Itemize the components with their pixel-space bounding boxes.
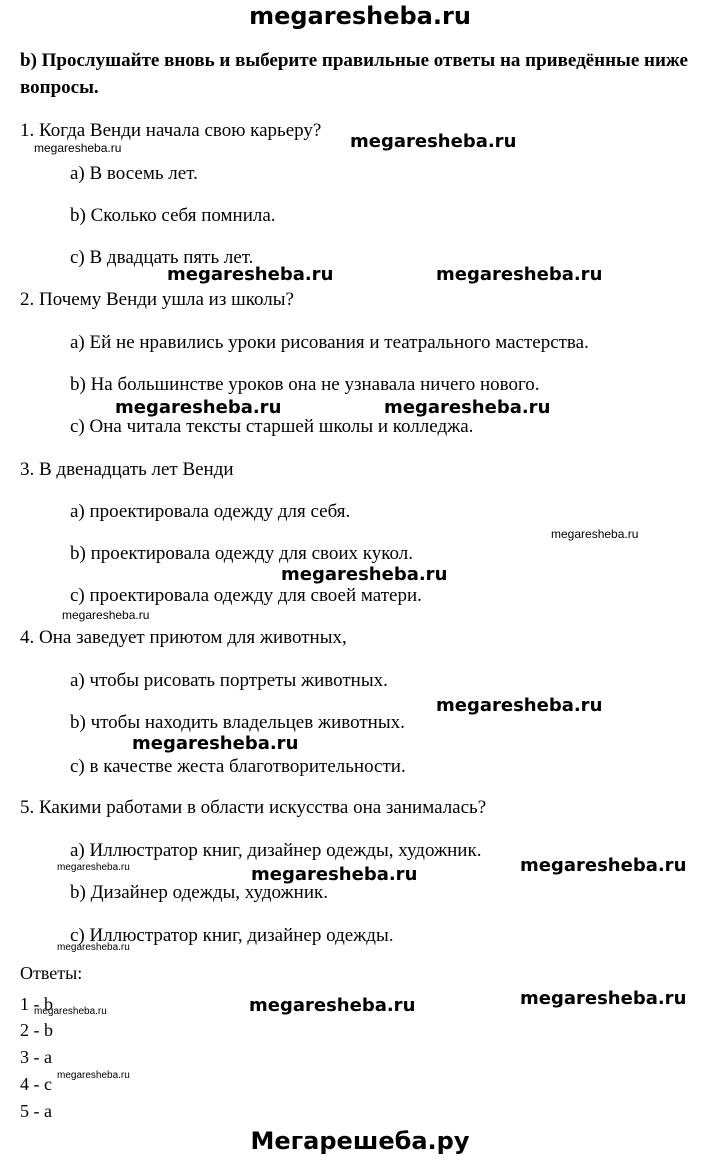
question-4-option-b: b) чтобы находить владельцев животных. <box>70 712 405 733</box>
question-4-option-a: a) чтобы рисовать портреты животных. <box>70 670 388 691</box>
watermark: megaresheba.ru <box>34 1006 107 1017</box>
answer-1: 1 - b <box>20 994 53 1014</box>
question-2-option-b: b) На большинстве уроков она не узнавала ничего нового. <box>70 374 540 395</box>
watermark: megaresheba.ru <box>281 564 448 585</box>
question-1-option-a: a) В восемь лет. <box>70 163 198 184</box>
answers-title: Ответы: <box>20 963 83 983</box>
site-footer: Мегарешеба.ру <box>250 1127 470 1155</box>
watermark: megaresheba.ru <box>57 862 130 873</box>
watermark: megaresheba.ru <box>384 397 551 418</box>
watermark: megaresheba.ru <box>520 988 687 1009</box>
question-1-option-b: b) Сколько себя помнила. <box>70 205 276 226</box>
watermark: megaresheba.ru <box>57 942 130 953</box>
answer-2: 2 - b <box>20 1020 53 1040</box>
question-4: 4. Она заведует приютом для животных, <box>20 627 347 648</box>
question-5-option-c: c) Иллюстратор книг, дизайнер одежды. <box>70 925 394 946</box>
question-2: 2. Почему Венди ушла из школы? <box>20 289 294 310</box>
question-5: 5. Какими работами в области искусства она занималась? <box>20 797 487 818</box>
question-3: 3. В двенадцать лет Венди <box>20 459 234 480</box>
watermark: megaresheba.ru <box>57 1070 130 1081</box>
question-3-option-c: c) проектировала одежду для своей матери. <box>70 585 422 606</box>
question-1-option-c: c) В двадцать пять лет. <box>70 247 254 268</box>
watermark: megaresheba.ru <box>115 397 282 418</box>
question-2-option-a: a) Ей не нравились уроки рисования и театрального мастерства. <box>70 332 589 353</box>
watermark: megaresheba.ru <box>62 608 150 622</box>
question-5-option-b: b) Дизайнер одежды, художник. <box>70 882 328 903</box>
answer-3: 3 - a <box>20 1047 52 1067</box>
task-instruction: b) Прослушайте вновь и выберите правильные ответы на приведённые ниже вопросы. <box>20 50 688 98</box>
watermark: megaresheba.ru <box>520 855 687 876</box>
watermark: megaresheba.ru <box>436 695 603 716</box>
watermark: megaresheba.ru <box>350 131 517 152</box>
watermark: megaresheba.ru <box>551 527 639 541</box>
question-1: 1. Когда Венди начала свою карьеру? <box>20 120 322 141</box>
site-header: megaresheba.ru <box>249 2 471 30</box>
question-3-option-a: a) проектировала одежду для себя. <box>70 501 351 522</box>
answer-4: 4 - c <box>20 1074 52 1094</box>
watermark: megaresheba.ru <box>249 995 416 1016</box>
watermark: megaresheba.ru <box>132 733 299 754</box>
question-5-option-a: a) Иллюстратор книг, дизайнер одежды, художник. <box>70 840 482 861</box>
question-3-option-b: b) проектировала одежду для своих кукол. <box>70 543 413 564</box>
watermark: megaresheba.ru <box>34 141 122 155</box>
question-2-option-c: c) Она читала тексты старшей школы и колледжа. <box>70 416 474 437</box>
watermark: megaresheba.ru <box>167 264 334 285</box>
watermark: megaresheba.ru <box>436 264 603 285</box>
question-4-option-c: c) в качестве жеста благотворительности. <box>70 756 406 777</box>
answer-5: 5 - a <box>20 1101 52 1121</box>
watermark: megaresheba.ru <box>251 864 418 885</box>
